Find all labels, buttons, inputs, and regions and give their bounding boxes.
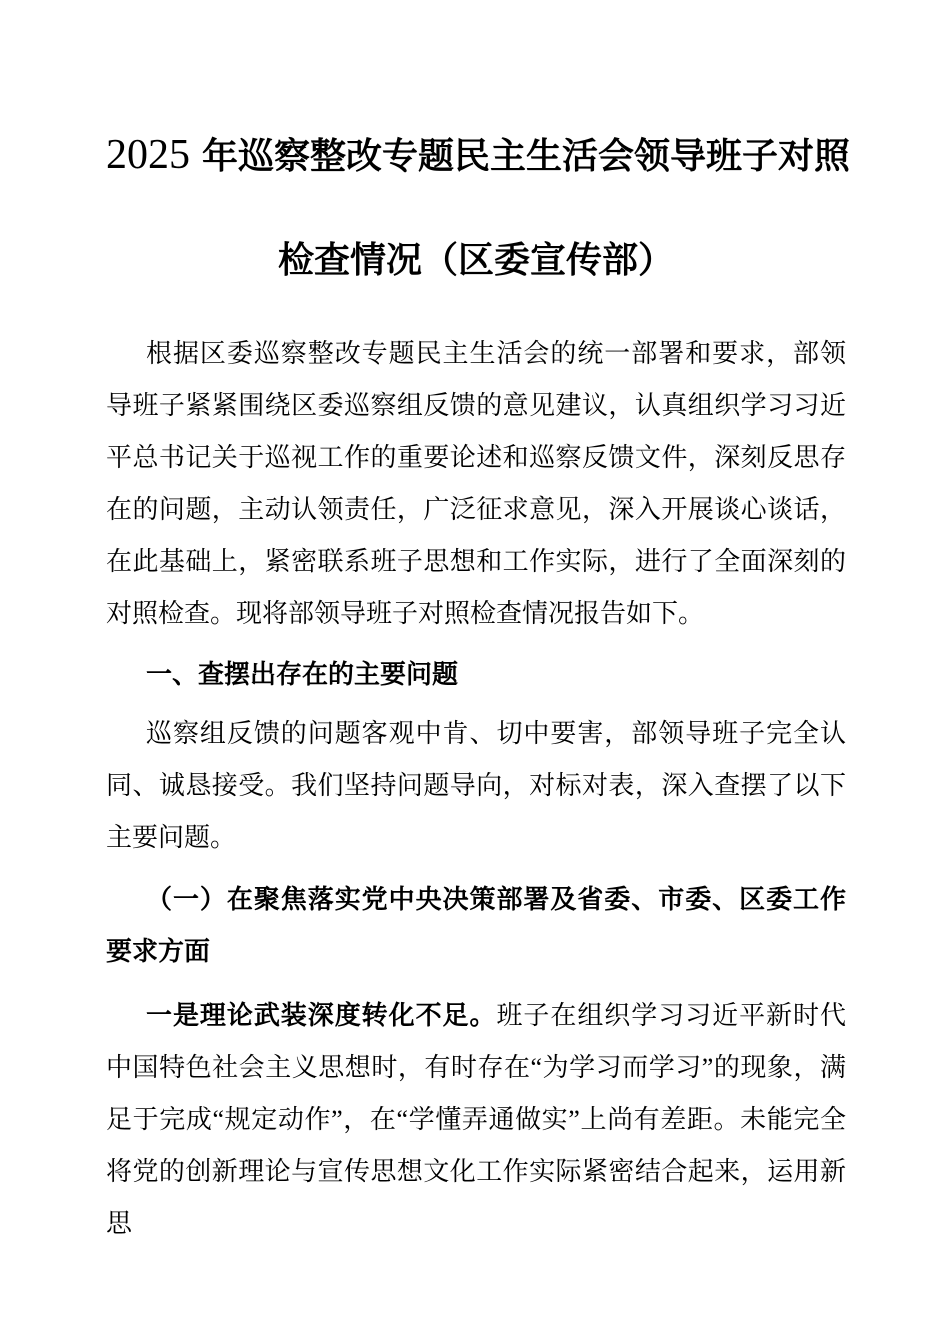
title-year: 2025 [106,132,190,178]
title-line-1-text: 年巡察整改专题民主生活会领导班子对照 [202,135,851,176]
subsection-1-heading: （一）在聚焦落实党中央决策部署及省委、市委、区委工作要求方面 [106,885,846,966]
issue-1-paragraph [106,990,846,1250]
intro-paragraph: 根据区委巡察整改专题民主生活会的统一部署和要求，部领导班子紧紧围绕区委巡察组反馈的意见建议，认真组织学习习近平总书记关于巡视工作的重要论述和巡察反馈文件，深刻反思存在的问题，主动认领责任，广泛征求意见，深入开展谈心谈话，在此基础上，紧密联系班子思想和工作实际，进行了全面深刻的对照检查。现将部领导班子对照检查情况报告如下。 [106,339,846,628]
issue-1-body: 班子在组织学习习近平新时代中国特色社会主义思想时，有时存在“为学习而学习”的现象，满足于完成“规定动作”，在“学懂弄通做实”上尚有差距。未能完全将党的创新理论与宣传思想文化工作实际紧密结合起来，运用新思 [106,1001,846,1238]
title-line-2: 检查情况（区委宣传部） [277,239,674,280]
issue-1-lead: 一是理论武装深度转化不足。 [146,1001,497,1030]
section-1-intro-paragraph: 巡察组反馈的问题客观中肯、切中要害，部领导班子完全认同、诚恳接受。我们坚持问题导向，对标对表，深入查摆了以下主要问题。 [106,719,846,852]
title-line-1 [106,103,851,208]
document-title [106,103,851,312]
section-1-heading: 一、查摆出存在的主要问题 [146,659,459,689]
